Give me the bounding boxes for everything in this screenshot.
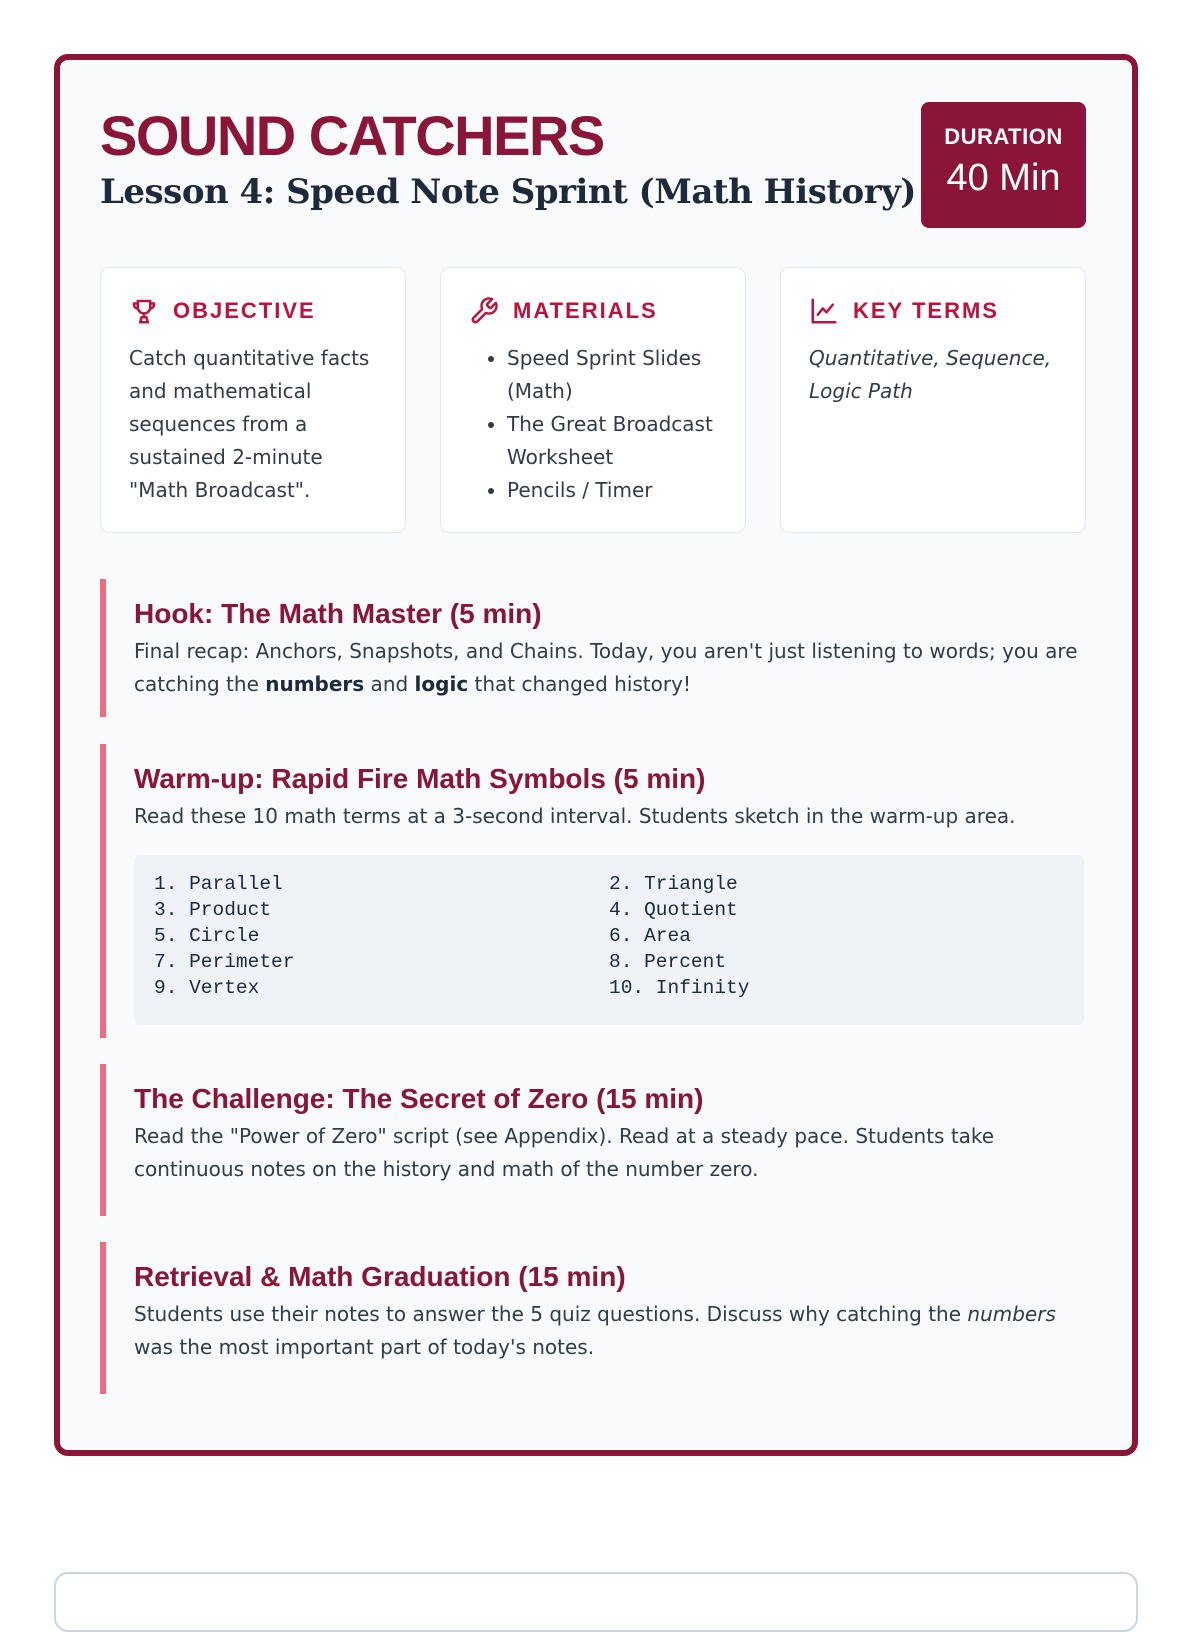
- key-terms-box: [780, 267, 1086, 533]
- warmup-section: [100, 744, 1084, 1038]
- warmup-title: Warm-up: Rapid Fire Math Symbols (5 min): [134, 763, 706, 794]
- line-chart-icon: [809, 296, 839, 326]
- retrieval-text: [134, 1298, 1084, 1364]
- trophy-icon: [129, 296, 159, 326]
- warmup-term: 6. Area: [609, 925, 691, 947]
- materials-item: • The Great Broadcast Worksheet: [507, 408, 717, 474]
- objective-box: [100, 267, 406, 533]
- duration-value: 40 Min: [946, 157, 1061, 199]
- hook-section: [100, 579, 1084, 717]
- hook-text: [134, 635, 1084, 701]
- wrench-icon: [469, 296, 499, 326]
- materials-box: [440, 267, 746, 533]
- challenge-section: [100, 1064, 1084, 1216]
- materials-title: MATERIALS: [513, 298, 658, 323]
- retrieval-title: Retrieval & Math Graduation (15 min): [134, 1261, 626, 1292]
- hook-title: Hook: The Math Master (5 min): [134, 598, 542, 629]
- next-card: [54, 1572, 1138, 1632]
- warmup-term: 7. Perimeter: [154, 951, 295, 973]
- materials-item: • Speed Sprint Slides (Math): [507, 342, 717, 408]
- warmup-term: 9. Vertex: [154, 977, 260, 999]
- challenge-title: The Challenge: The Secret of Zero (15 min): [134, 1083, 704, 1114]
- retrieval-italic-numbers: numbers: [967, 1302, 1056, 1326]
- lesson-card: [54, 54, 1138, 1456]
- lesson-title: Lesson 4: Speed Note Sprint (Math History): [100, 172, 916, 212]
- objective-title: OBJECTIVE: [173, 298, 316, 323]
- challenge-text: Read the "Power of Zero" script (see Appendix). Read at a steady pace. Students take continuous notes on the history and math of the number zero.: [134, 1124, 995, 1181]
- warmup-term: 5. Circle: [154, 925, 260, 947]
- hook-text-start: Final recap: Anchors, Snapshots, and Chains. Today, you aren't just listening to words; you are catching the: [134, 639, 1078, 696]
- hook-bold-logic: logic: [414, 672, 469, 696]
- duration-badge: [921, 102, 1086, 228]
- brand-title: SOUND CATCHERS: [100, 104, 604, 167]
- key-terms-text: Quantitative, Sequence, Logic Path: [809, 346, 1052, 403]
- warmup-term: 1. Parallel: [154, 873, 283, 895]
- key-terms-title: KEY TERMS: [853, 298, 999, 323]
- warmup-terms-box: [134, 855, 1084, 1025]
- hook-bold-numbers: numbers: [265, 672, 365, 696]
- retrieval-text-end: was the most important part of today's notes.: [134, 1335, 595, 1359]
- materials-header: [469, 296, 717, 326]
- materials-list-wrap: [469, 342, 717, 507]
- hook-text-end: that changed history!: [468, 672, 691, 696]
- hook-text-mid: and: [364, 672, 415, 696]
- key-terms-header: [809, 296, 1057, 326]
- retrieval-section: [100, 1242, 1084, 1394]
- warmup-term: 2. Triangle: [609, 873, 738, 895]
- warmup-text: Read these 10 math terms at a 3-second interval. Students sketch in the warm-up area.: [134, 804, 1016, 828]
- duration-label: DURATION: [944, 124, 1063, 149]
- materials-item: • Pencils / Timer: [507, 474, 717, 507]
- objective-text: Catch quantitative facts and mathematical sequences from a sustained 2-minute "Math Broadcast".: [129, 346, 370, 502]
- objective-header: [129, 296, 377, 326]
- retrieval-text-start: Students use their notes to answer the 5 quiz questions. Discuss why catching the: [134, 1302, 968, 1326]
- warmup-term: 8. Percent: [609, 951, 727, 973]
- warmup-term: 10. Infinity: [609, 977, 750, 999]
- warmup-term: 4. Quotient: [609, 899, 738, 921]
- materials-list: [469, 342, 717, 507]
- warmup-term: 3. Product: [154, 899, 272, 921]
